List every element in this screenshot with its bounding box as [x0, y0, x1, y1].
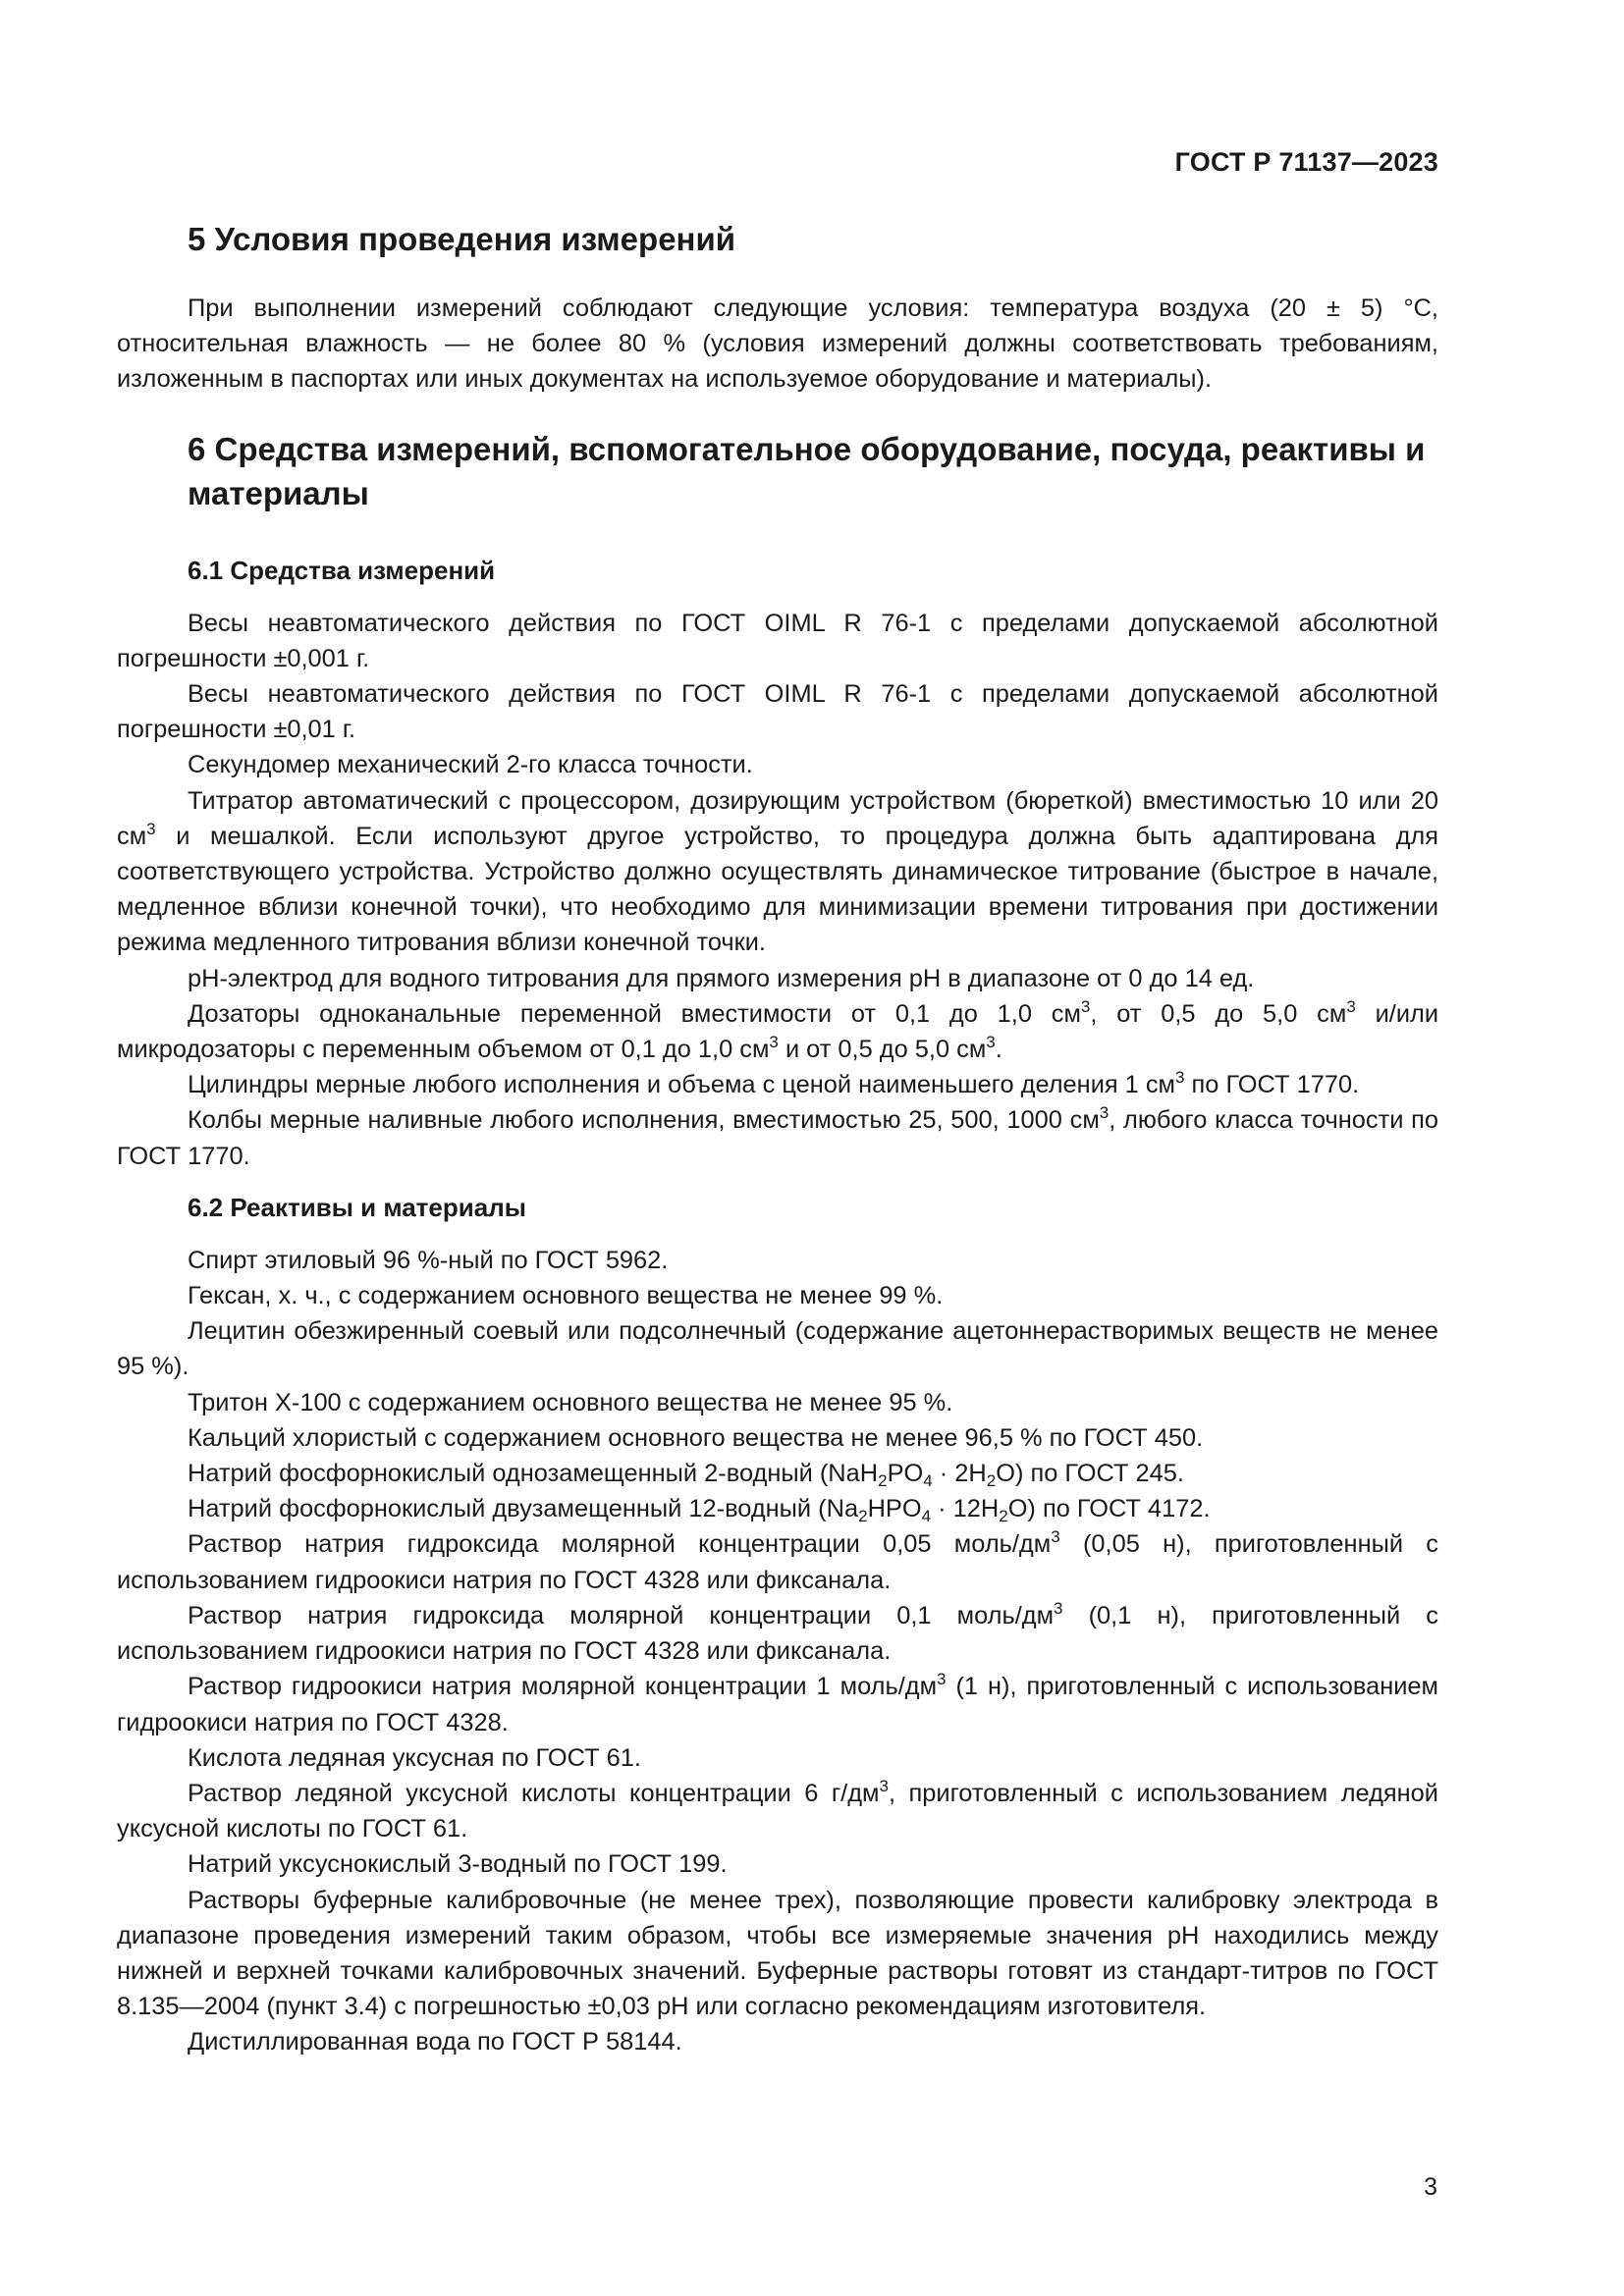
- subscript: 4: [923, 1471, 933, 1491]
- paragraph: Дистиллированная вода по ГОСТ Р 58144.: [188, 2028, 682, 2056]
- page-content: [117, 218, 1438, 2060]
- paragraph: Спирт этиловый 96 %-ный по ГОСТ 5962.: [188, 1246, 669, 1274]
- superscript: 3: [1175, 1068, 1185, 1088]
- superscript: 3: [1346, 996, 1356, 1016]
- paragraph: Кальций хлористый с содержанием основного вещества не менее 96,5 % по ГОСТ 450.: [188, 1423, 1204, 1452]
- subscript: 2: [878, 1471, 888, 1491]
- superscript: 3: [146, 819, 156, 838]
- superscript: 3: [1099, 1103, 1110, 1123]
- page-number: 3: [1424, 2173, 1437, 2201]
- subscript: 2: [986, 1471, 997, 1491]
- paragraph: Раствор натрия гидроксида молярной концентрации 0,1 моль/$дм^3$ (0,1 н), приготовленный с использованием гидроокиси натрия по ГОСТ 4328 или фиксанала.: [117, 1598, 1438, 1666]
- paragraph: Натрий фосфорнокислый однозамещенный 2-водный $(NaH_2PO_4 \cdot 2H_2O)$ по ГОСТ 245.: [188, 1460, 1184, 1491]
- subscript: 2: [999, 1507, 1008, 1526]
- subsection-6-1-body: [117, 606, 1438, 1174]
- superscript: 3: [937, 1670, 947, 1689]
- superscript: 3: [1080, 996, 1091, 1016]
- section-5-body: [117, 291, 1438, 398]
- paragraph: Натрий уксуснокислый 3-водный по ГОСТ 199.: [188, 1850, 728, 1879]
- superscript: 3: [879, 1776, 889, 1795]
- paragraph: Лецитин обезжиренный соевый или подсолнечный (содержание ацетоннерастворимых веществ не менее 95 %).: [117, 1317, 1438, 1381]
- superscript: 3: [1054, 1598, 1063, 1618]
- subscript: 2: [858, 1507, 868, 1526]
- superscript: 3: [986, 1033, 996, 1052]
- paragraph: Раствор гидроокиси натрия молярной концентрации 1 моль/$дм^3$ (1 н), приготовленный с использованием гидроокиси натрия по ГОСТ 4328.: [117, 1670, 1438, 1736]
- superscript: 3: [769, 1033, 779, 1052]
- subsection-6-1-title: 6.1 Средства измерений: [188, 555, 496, 585]
- paragraph: Раствор натрия гидроксида молярной концентрации 0,05 моль/$дм^3$ (0,05 н), приготовленный с использованием гидроокиси натрия по ГОСТ 4328 или фиксанала.: [117, 1527, 1438, 1594]
- document-code: ГОСТ Р 71137—2023: [1174, 147, 1438, 177]
- section-5-title: 5 Условия проведения измерений: [188, 221, 736, 257]
- paragraph: Дозаторы одноканальные переменной вместимости от 0,1 до 1,0 $см^3$, от 0,5 до 5,0 $см^3$ и/или микродозаторы с переменным объемом от 0,1 до 1,0 $см^3$ и от 0,5 до 5,0 $см^3$.: [117, 996, 1438, 1064]
- paragraph: Весы неавтоматического действия по ГОСТ OIML R 76-1 с пределами допускаемой абсолютной погрешности ±0,01 г.: [117, 680, 1438, 744]
- section-6-title: 6 Средства измерений, вспомогательное оборудование, посуда, реактивы и материалы: [188, 430, 1426, 511]
- paragraph: Натрий фосфорнокислый двузамещенный 12-водный $(Na_2HPO_4 \cdot 12H_2O)$ по ГОСТ 4172.: [188, 1495, 1211, 1526]
- paragraph: Весы неавтоматического действия по ГОСТ OIML R 76-1 с пределами допускаемой абсолютной погрешности ±0,001 г.: [117, 609, 1438, 672]
- superscript: 3: [1051, 1527, 1060, 1547]
- paragraph: pH-электрод для водного титрования для прямого измерения pH в диапазоне от 0 до 14 ед.: [188, 964, 1255, 992]
- paragraph: Цилиндры мерные любого исполнения и объема с ценой наименьшего деления 1 $см^3$ по ГОСТ 1770.: [188, 1068, 1360, 1099]
- paragraph: Растворы буферные калибровочные (не менее трех), позволяющие провести калибровку электрода в диапазоне проведения измерений таким образом, чтобы все измеряемые значения pH находились между нижней и верхней точками калибровочных значений. Буферные растворы готовят из стандарт-титров по ГОСТ 8.135—2004 (пункт 3.4) с погрешностью ±0,03 pH или согласно рекомендациям изготовителя.: [117, 1886, 1438, 2021]
- paragraph: Секундомер механический 2-го класса точности.: [188, 751, 753, 779]
- subscript: 4: [921, 1507, 932, 1526]
- subsection-6-2-body: [117, 1243, 1438, 2060]
- paragraph: При выполнении измерений соблюдают следующие условия: температура воздуха (20 ± 5) °С, относительная влажность — не более 80 % (условия измерений должны соответствовать требованиям, изложенным в паспортах или иных документах на используемое оборудование и материалы).: [117, 294, 1438, 394]
- paragraph: Гексан, х. ч., с содержанием основного вещества не менее 99 %.: [188, 1282, 944, 1310]
- paragraph: Тритон Х-100 с содержанием основного вещества не менее 95 %.: [188, 1388, 953, 1416]
- paragraph: Титратор автоматический с процессором, дозирующим устройством (бюреткой) вместимостью 10 или 20 $см^3$ и мешалкой. Если используют другое устройство, то процедура должна быть адаптирована для соответствующего устройства. Устройство должно осуществлять динамическое титрование (быстрое в начале, медленное вблизи конечной точки), что необходимо для минимизации времени титрования при достижении режима медленного титрования вблизи конечной точки.: [117, 786, 1438, 957]
- subsection-6-2-title: 6.2 Реактивы и материалы: [188, 1192, 526, 1222]
- paragraph: Кислота ледяная уксусная по ГОСТ 61.: [188, 1743, 641, 1772]
- paragraph: Колбы мерные наливные любого исполнения, вместимостью 25, 500, 1000 $см^3$, любого класса точности по ГОСТ 1770.: [117, 1103, 1438, 1170]
- paragraph: Раствор ледяной уксусной кислоты концентрации 6 $г/дм^3$, приготовленный с использованием ледяной уксусной кислоты по ГОСТ 61.: [117, 1776, 1438, 1843]
